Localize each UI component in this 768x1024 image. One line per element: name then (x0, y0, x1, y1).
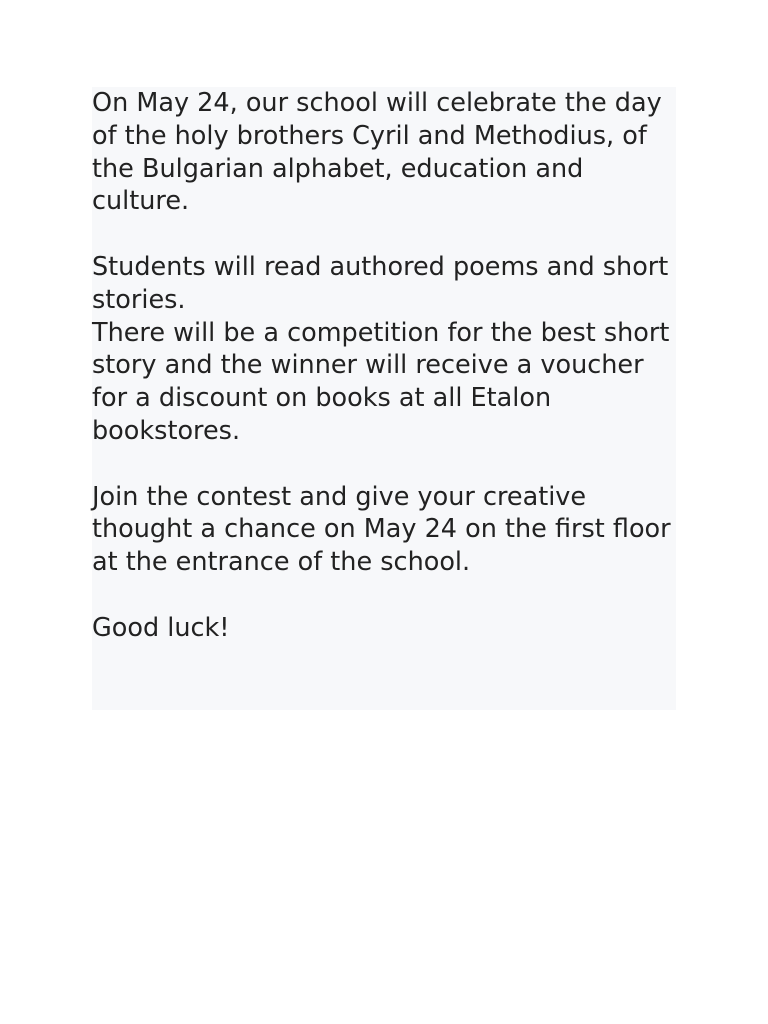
intro-paragraph: On May 24, our school will celebrate the day of the holy brothers Cyril and Methodius, of the Bulgarian alphabet, education and culture. (92, 88, 662, 217)
announcement-panel (92, 87, 676, 710)
competition-paragraph: There will be a competition for the best short story and the winner will receive a voucher for a discount on books at all Etalon bookstores. (92, 317, 670, 446)
paragraph-spacer (92, 579, 676, 612)
announcement-text (92, 87, 676, 645)
students-paragraph: Students will read authored poems and short stories. (92, 251, 669, 315)
paragraph-spacer (92, 448, 676, 481)
contest-invitation-paragraph: Join the contest and give your creative thought a chance on May 24 on the first floor at the entrance of the school. (92, 481, 671, 578)
closing-line: Good luck! (92, 612, 230, 643)
paragraph-spacer (92, 218, 676, 251)
